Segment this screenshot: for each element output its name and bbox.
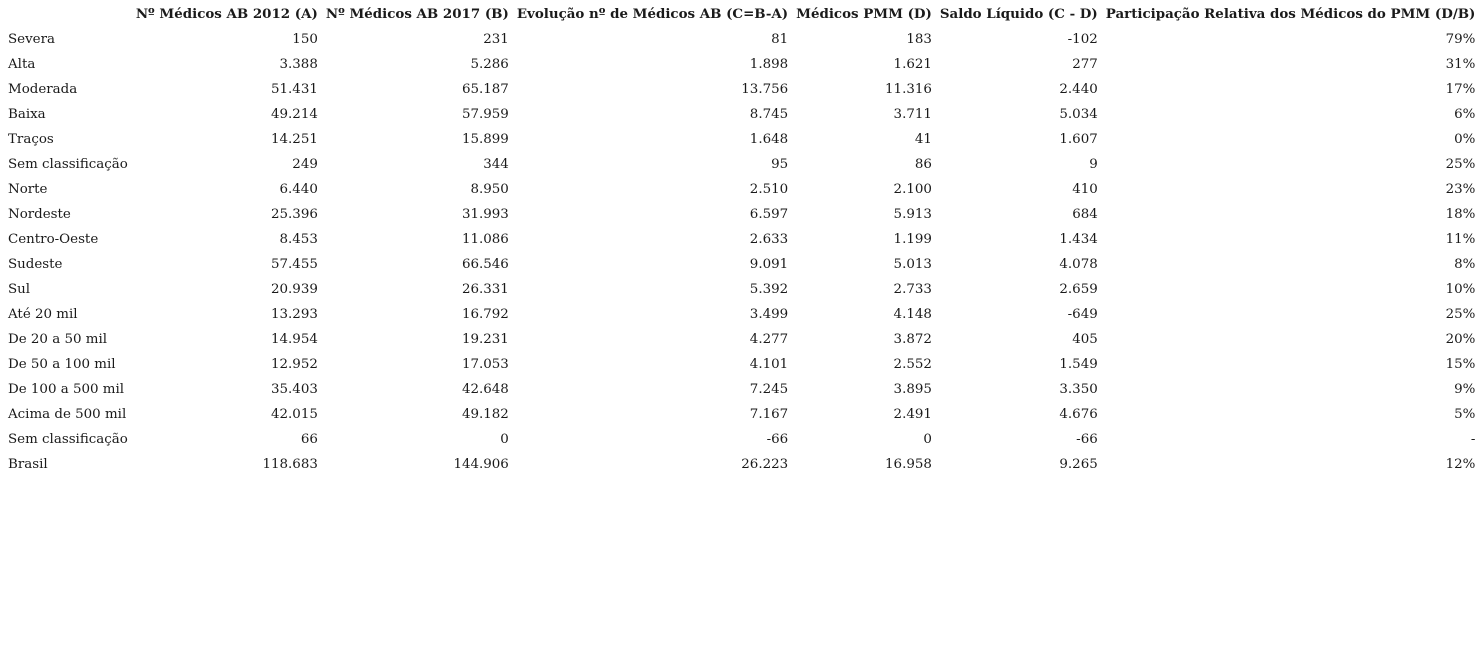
evolucao-cell: -66 bbox=[766, 432, 789, 447]
participacao-cell: 12% bbox=[1445, 457, 1476, 472]
medicos-2017-cell: 17.053 bbox=[461, 357, 509, 372]
saldo-liquido-cell: -649 bbox=[1067, 307, 1098, 322]
header-evolucao: Evolução nº de Médicos AB (C=B-A) bbox=[516, 6, 789, 22]
medicos-pmm-cell: 3.711 bbox=[893, 107, 932, 122]
medicos-2017-cell: 144.906 bbox=[453, 457, 509, 472]
data-table bbox=[4, 4, 1479, 477]
saldo-liquido-cell: 1.607 bbox=[1059, 132, 1098, 147]
table-row bbox=[4, 77, 1479, 102]
table-row bbox=[4, 152, 1479, 177]
evolucao-cell: 8.745 bbox=[749, 107, 789, 122]
medicos-2012-cell: 20.939 bbox=[271, 282, 318, 297]
saldo-liquido-cell: -102 bbox=[1067, 32, 1098, 47]
row-label: Sem classificação bbox=[8, 432, 128, 447]
header-saldo-liquido: Saldo Líquido (C - D) bbox=[939, 6, 1098, 22]
medicos-pmm-cell: 86 bbox=[914, 157, 932, 172]
evolucao-cell: 6.597 bbox=[749, 207, 789, 222]
medicos-2012-cell: 42.015 bbox=[271, 407, 318, 422]
evolucao-cell: 95 bbox=[771, 157, 789, 172]
medicos-pmm-cell: 41 bbox=[914, 132, 932, 147]
row-label: Baixa bbox=[8, 107, 46, 122]
medicos-pmm-cell: 2.100 bbox=[893, 182, 932, 197]
saldo-liquido-cell: 9.265 bbox=[1059, 457, 1098, 472]
participacao-cell: 10% bbox=[1445, 282, 1476, 297]
medicos-pmm-cell: 2.552 bbox=[893, 357, 932, 372]
evolucao-cell: 9.091 bbox=[749, 257, 789, 272]
participacao-cell: 15% bbox=[1445, 357, 1476, 372]
header-corner bbox=[4, 4, 132, 27]
saldo-liquido-cell: 9 bbox=[1089, 157, 1098, 172]
evolucao-cell: 1.898 bbox=[749, 57, 789, 72]
participacao-cell: 31% bbox=[1445, 57, 1476, 72]
table-row bbox=[4, 52, 1479, 77]
medicos-2012-cell: 8.453 bbox=[279, 232, 318, 247]
header-medicos-2012: Nº Médicos AB 2012 (A) bbox=[135, 6, 318, 22]
header-participacao-relativa: Participação Relativa dos Médicos do PMM (D/B) bbox=[1105, 6, 1476, 22]
table-row bbox=[4, 227, 1479, 252]
medicos-2017-cell: 49.182 bbox=[461, 407, 509, 422]
medicos-2012-cell: 150 bbox=[292, 32, 318, 47]
medicos-pmm-cell: 3.872 bbox=[893, 332, 932, 347]
row-label: Severa bbox=[8, 32, 55, 47]
evolucao-cell: 2.633 bbox=[749, 232, 789, 247]
table-body bbox=[4, 27, 1479, 477]
saldo-liquido-cell: 277 bbox=[1072, 57, 1098, 72]
row-label: Até 20 mil bbox=[8, 307, 78, 322]
table-row bbox=[4, 27, 1479, 52]
evolucao-cell: 26.223 bbox=[741, 457, 789, 472]
evolucao-cell: 7.245 bbox=[749, 382, 789, 397]
medicos-2012-cell: 118.683 bbox=[262, 457, 318, 472]
evolucao-cell: 4.277 bbox=[749, 332, 789, 347]
medicos-2012-cell: 6.440 bbox=[279, 182, 318, 197]
participacao-cell: 6% bbox=[1454, 107, 1476, 122]
header-medicos-2017: Nº Médicos AB 2017 (B) bbox=[325, 6, 509, 22]
medicos-2012-cell: 3.388 bbox=[279, 57, 318, 72]
saldo-liquido-cell: 2.440 bbox=[1059, 82, 1098, 97]
table-row bbox=[4, 327, 1479, 352]
row-label: De 50 a 100 mil bbox=[8, 357, 116, 372]
medicos-pmm-cell: 183 bbox=[906, 32, 932, 47]
medicos-2012-cell: 249 bbox=[292, 157, 318, 172]
participacao-cell: 20% bbox=[1445, 332, 1476, 347]
row-label: Sul bbox=[8, 282, 31, 297]
saldo-liquido-cell: 3.350 bbox=[1059, 382, 1098, 397]
evolucao-cell: 5.392 bbox=[749, 282, 789, 297]
medicos-2017-cell: 231 bbox=[483, 32, 509, 47]
medicos-2017-cell: 344 bbox=[483, 157, 509, 172]
medicos-2017-cell: 8.950 bbox=[470, 182, 509, 197]
evolucao-cell: 2.510 bbox=[749, 182, 789, 197]
medicos-2017-cell: 31.993 bbox=[461, 207, 509, 222]
participacao-cell: 17% bbox=[1445, 82, 1476, 97]
table-row bbox=[4, 427, 1479, 452]
medicos-pmm-cell: 2.733 bbox=[893, 282, 932, 297]
medicos-2017-cell: 16.792 bbox=[461, 307, 509, 322]
saldo-liquido-cell: 405 bbox=[1072, 332, 1098, 347]
medicos-2017-cell: 19.231 bbox=[461, 332, 509, 347]
medicos-2017-cell: 26.331 bbox=[461, 282, 509, 297]
row-label: Traços bbox=[8, 132, 54, 147]
table-row bbox=[4, 302, 1479, 327]
medicos-2017-cell: 5.286 bbox=[470, 57, 509, 72]
saldo-liquido-cell: 1.434 bbox=[1059, 232, 1098, 247]
participacao-cell: 79% bbox=[1445, 32, 1476, 47]
medicos-pmm-cell: 11.316 bbox=[885, 82, 932, 97]
saldo-liquido-cell: -66 bbox=[1076, 432, 1098, 447]
row-label: Acima de 500 mil bbox=[8, 407, 127, 422]
medicos-2012-cell: 49.214 bbox=[271, 107, 318, 122]
saldo-liquido-cell: 5.034 bbox=[1059, 107, 1098, 122]
medicos-2012-cell: 13.293 bbox=[271, 307, 318, 322]
participacao-cell: 18% bbox=[1445, 207, 1476, 222]
table-row bbox=[4, 277, 1479, 302]
medicos-2017-cell: 0 bbox=[500, 432, 509, 447]
saldo-liquido-cell: 4.078 bbox=[1059, 257, 1098, 272]
participacao-cell: - bbox=[1470, 432, 1476, 447]
table-row bbox=[4, 202, 1479, 227]
participacao-cell: 5% bbox=[1454, 407, 1476, 422]
participacao-cell: 25% bbox=[1445, 307, 1476, 322]
evolucao-cell: 1.648 bbox=[749, 132, 789, 147]
row-label: Alta bbox=[8, 57, 36, 72]
medicos-2012-cell: 51.431 bbox=[271, 82, 318, 97]
table-row bbox=[4, 352, 1479, 377]
medicos-2012-cell: 66 bbox=[300, 432, 318, 447]
medicos-pmm-cell: 16.958 bbox=[885, 457, 932, 472]
medicos-2017-cell: 42.648 bbox=[461, 382, 509, 397]
evolucao-cell: 13.756 bbox=[741, 82, 789, 97]
table-header-row bbox=[4, 4, 1479, 27]
medicos-pmm-cell: 1.621 bbox=[893, 57, 932, 72]
medicos-pmm-cell: 3.895 bbox=[893, 382, 932, 397]
evolucao-cell: 7.167 bbox=[749, 407, 789, 422]
medicos-pmm-cell: 2.491 bbox=[893, 407, 932, 422]
table-row bbox=[4, 377, 1479, 402]
participacao-cell: 8% bbox=[1454, 257, 1476, 272]
table-row bbox=[4, 127, 1479, 152]
medicos-2012-cell: 12.952 bbox=[271, 357, 318, 372]
saldo-liquido-cell: 1.549 bbox=[1059, 357, 1098, 372]
medicos-2012-cell: 57.455 bbox=[271, 257, 318, 272]
participacao-cell: 9% bbox=[1454, 382, 1476, 397]
row-label: De 20 a 50 mil bbox=[8, 332, 108, 347]
medicos-2017-cell: 65.187 bbox=[461, 82, 509, 97]
medicos-pmm-cell: 5.913 bbox=[893, 207, 932, 222]
table-row bbox=[4, 252, 1479, 277]
participacao-cell: 0% bbox=[1454, 132, 1476, 147]
header-medicos-pmm: Médicos PMM (D) bbox=[796, 6, 932, 22]
medicos-2012-cell: 14.954 bbox=[271, 332, 318, 347]
row-label: Centro-Oeste bbox=[8, 232, 99, 247]
medicos-2017-cell: 57.959 bbox=[461, 107, 509, 122]
medicos-pmm-cell: 5.013 bbox=[893, 257, 932, 272]
participacao-cell: 25% bbox=[1445, 157, 1476, 172]
saldo-liquido-cell: 684 bbox=[1072, 207, 1098, 222]
medicos-2012-cell: 14.251 bbox=[271, 132, 318, 147]
medicos-pmm-cell: 0 bbox=[923, 432, 932, 447]
saldo-liquido-cell: 2.659 bbox=[1059, 282, 1098, 297]
row-label: Sem classificação bbox=[8, 157, 128, 172]
evolucao-cell: 4.101 bbox=[749, 357, 789, 372]
medicos-2017-cell: 66.546 bbox=[461, 257, 509, 272]
medicos-pmm-cell: 1.199 bbox=[893, 232, 932, 247]
medicos-2012-cell: 25.396 bbox=[271, 207, 318, 222]
table-row bbox=[4, 452, 1479, 477]
table-row bbox=[4, 177, 1479, 202]
row-label: De 100 a 500 mil bbox=[8, 382, 125, 397]
row-label: Brasil bbox=[8, 457, 48, 472]
row-label: Moderada bbox=[8, 82, 78, 97]
saldo-liquido-cell: 4.676 bbox=[1059, 407, 1098, 422]
evolucao-cell: 3.499 bbox=[749, 307, 789, 322]
table-row bbox=[4, 402, 1479, 427]
participacao-cell: 11% bbox=[1445, 232, 1476, 247]
participacao-cell: 23% bbox=[1445, 182, 1476, 197]
medicos-2017-cell: 15.899 bbox=[461, 132, 509, 147]
row-label: Nordeste bbox=[8, 207, 71, 222]
medicos-2017-cell: 11.086 bbox=[461, 232, 509, 247]
row-label: Norte bbox=[8, 182, 48, 197]
evolucao-cell: 81 bbox=[771, 32, 789, 47]
row-label: Sudeste bbox=[8, 257, 63, 272]
table-row bbox=[4, 102, 1479, 127]
medicos-2012-cell: 35.403 bbox=[271, 382, 318, 397]
saldo-liquido-cell: 410 bbox=[1072, 182, 1098, 197]
medicos-pmm-cell: 4.148 bbox=[893, 307, 932, 322]
